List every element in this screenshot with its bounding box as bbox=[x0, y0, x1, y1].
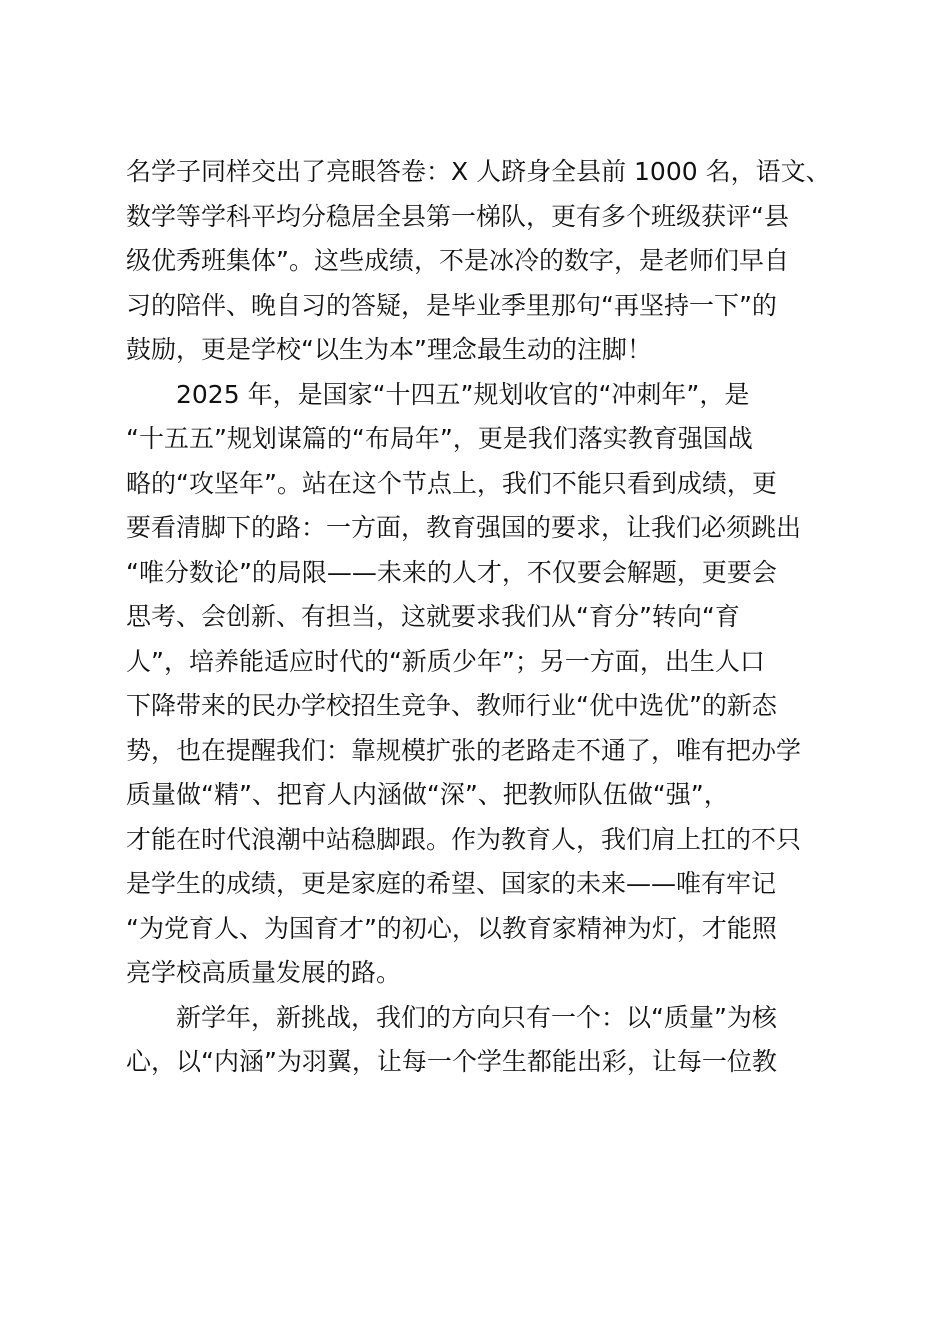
text-line: 要看清脚下的路：一方面，教育强国的要求，让我们必须跳出 bbox=[126, 513, 802, 542]
text-line: 亮学校高质量发展的路。 bbox=[126, 958, 402, 987]
body-text bbox=[126, 150, 838, 1085]
text-line: 才能在时代浪潮中站稳脚跟。作为教育人，我们肩上扛的不只 bbox=[126, 824, 802, 854]
text-line: 人”，培养能适应时代的“新质少年”；另一方面，出生人口 bbox=[126, 646, 765, 676]
text-line: “十五五”规划谋篇的“布局年”，更是我们落实教育强国战 bbox=[126, 424, 753, 453]
text-line: 势，也在提醒我们：靠规模扩张的老路走不通了，唯有把办学 bbox=[126, 735, 802, 765]
text-line: “为党育人、为国育才”的初心，以教育家精神为灯，才能照 bbox=[126, 913, 777, 943]
text-line: 心，以“内涵”为羽翼，让每一个学生都能出彩，让每一位教 bbox=[126, 1047, 777, 1076]
text-line: 新学年，新挑战，我们的方向只有一个：以“质量”为核 bbox=[176, 1002, 777, 1032]
text-line: 是学生的成绩，更是家庭的希望、国家的未来——唯有牢记 bbox=[126, 869, 777, 898]
text-line: 2025 年，是国家“十四五”规划收官的“冲刺年”，是 bbox=[176, 379, 750, 409]
text-line: 思考、会创新、有担当，这就要求我们从“育分”转向“育 bbox=[126, 602, 740, 631]
text-line: 习的陪伴、晚自习的答疑，是毕业季里那句“再坚持一下”的 bbox=[126, 290, 777, 320]
text-line: 鼓励，更是学校“以生为本”理念最生动的注脚！ bbox=[126, 335, 652, 364]
text-line: 数学等学科平均分稳居全县第一梯队，更有多个班级获评“县 bbox=[126, 201, 789, 231]
text-line: “唯分数论”的局限——未来的人才，不仅要会解题，更要会 bbox=[126, 557, 777, 587]
text-line: 略的“攻坚年”。站在这个节点上，我们不能只看到成绩，更 bbox=[126, 468, 777, 498]
text-line: 名学子同样交出了亮眼答卷：X 人跻身全县前 1000 名，语文、 bbox=[126, 157, 831, 186]
text-line: 质量做“精”、把育人内涵做“深”、把教师队伍做“强”， bbox=[126, 780, 729, 809]
text-line: 级优秀班集体”。这些成绩，不是冰冷的数字，是老师们早自 bbox=[126, 246, 789, 275]
text-line: 下降带来的民办学校招生竞争、教师行业“优中选优”的新态 bbox=[126, 691, 777, 720]
